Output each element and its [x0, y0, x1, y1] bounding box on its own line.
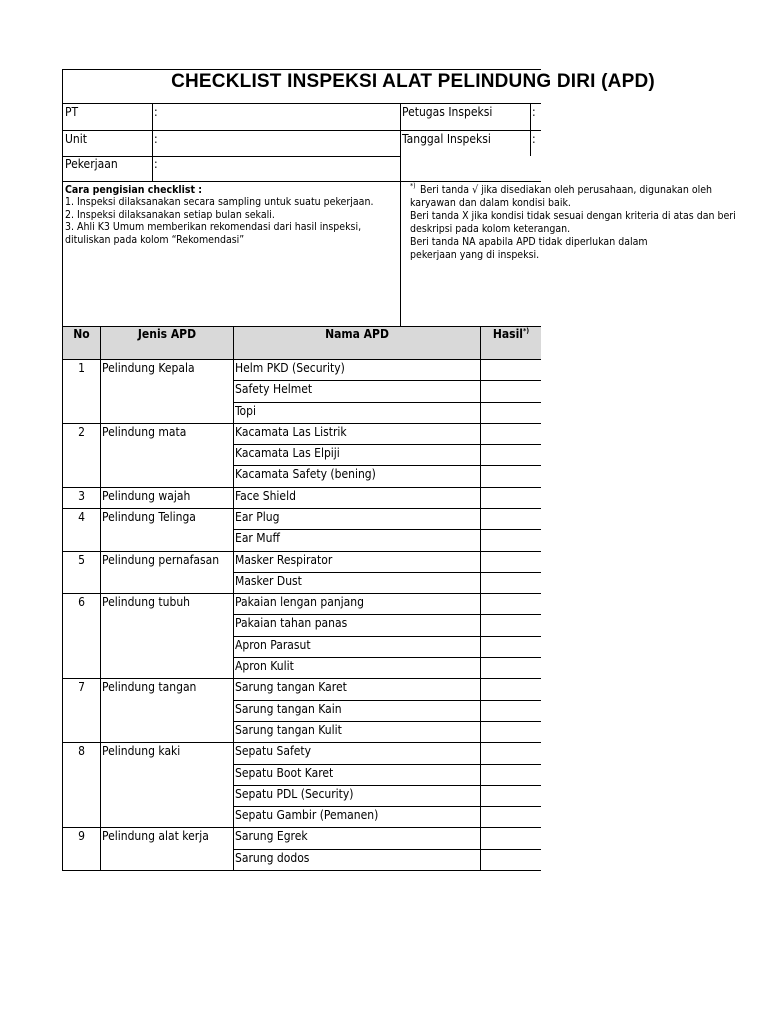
apd-category: Pelindung wajah — [102, 488, 191, 503]
apd-category: Pelindung pernafasan — [102, 552, 220, 567]
hasil-cell[interactable] — [481, 509, 540, 529]
header-nama-apd: Nama APD — [325, 327, 389, 341]
apd-item-name: Ear Plug — [235, 510, 280, 525]
row-number: 3 — [78, 488, 85, 503]
hasil-cell[interactable] — [481, 381, 540, 401]
apd-category: Pelindung tubuh — [102, 595, 191, 610]
hasil-cell[interactable] — [481, 722, 540, 742]
apd-item-name: Pakaian tahan panas — [235, 616, 348, 631]
apd-category: Pelindung Telinga — [102, 510, 196, 525]
hasil-cell[interactable] — [481, 765, 540, 785]
hasil-cell[interactable] — [481, 360, 540, 380]
apd-category: Pelindung Kepala — [102, 361, 195, 375]
hasil-cell[interactable] — [481, 573, 540, 593]
unit-value-field[interactable] — [160, 131, 398, 155]
pt-colon: : — [154, 105, 158, 119]
hasil-cell[interactable] — [481, 594, 540, 614]
apd-item-name: Sarung dodos — [235, 850, 310, 865]
item-row-border — [233, 849, 541, 850]
apd-item-name: Helm PKD (Security) — [235, 361, 345, 375]
header-no: No — [73, 327, 90, 341]
petugas-label: Petugas Inspeksi — [402, 105, 493, 119]
apd-category: Pelindung kaki — [102, 744, 181, 759]
apd-item-name: Pakaian lengan panjang — [235, 595, 364, 610]
unit-colon: : — [154, 132, 158, 146]
hasil-cell[interactable] — [481, 828, 540, 848]
hasil-cell[interactable] — [481, 658, 540, 678]
info-row-border — [62, 181, 541, 182]
row-number: 6 — [78, 595, 85, 610]
header-hasil: Hasil*) — [492, 327, 530, 341]
col-border-jenis — [233, 326, 234, 871]
info-col-border — [400, 103, 401, 326]
apd-item-name: Topi — [235, 403, 257, 418]
legend-line: Beri tanda NA apabila APD tidak diperlukan dalam — [410, 236, 648, 248]
legend-line: pekerjaan yang di inspeksi. — [410, 249, 540, 261]
apd-item-name: Sarung tangan Kain — [235, 701, 342, 716]
legend-line: Beri tanda X jika kondisi tidak sesuai dengan kriteria di atas dan beri — [410, 210, 736, 222]
row-number: 4 — [78, 510, 85, 525]
item-row-border — [233, 614, 541, 615]
item-row-border — [233, 529, 541, 530]
hasil-cell[interactable] — [481, 488, 540, 508]
document-title: CHECKLIST INSPEKSI ALAT PELINDUNG DIRI (APD) — [171, 71, 655, 92]
outer-left-border — [62, 69, 63, 871]
item-row-border — [233, 700, 541, 701]
group-row-border — [62, 742, 541, 743]
apd-item-name: Sepatu Boot Karet — [235, 765, 334, 780]
apd-item-name: Kacamata Las Listrik — [235, 424, 347, 439]
hasil-cell[interactable] — [481, 807, 540, 827]
group-row-border — [62, 593, 541, 594]
apd-item-name: Sepatu Safety — [235, 744, 312, 759]
petugas-colon: : — [532, 105, 536, 119]
group-row-border — [62, 678, 541, 679]
hasil-cell[interactable] — [481, 552, 540, 572]
hasil-cell[interactable] — [481, 445, 540, 465]
apd-item-name: Sarung tangan Karet — [235, 680, 347, 695]
item-row-border — [233, 721, 541, 722]
apd-category: Pelindung tangan — [102, 680, 197, 695]
legend-mark: *) — [410, 182, 416, 190]
item-row-border — [233, 785, 541, 786]
apd-item-name: Sepatu PDL (Security) — [235, 786, 354, 801]
item-row-border — [233, 572, 541, 573]
apd-item-name: Apron Kulit — [235, 659, 294, 674]
row-number: 9 — [78, 829, 85, 844]
row-number: 7 — [78, 680, 85, 695]
pekerjaan-label: Pekerjaan — [65, 157, 118, 171]
header-jenis-apd: Jenis APD — [137, 327, 197, 341]
apd-item-name: Sarung tangan Kulit — [235, 722, 342, 737]
instruction-line: 3. Ahli K3 Umum memberikan rekomendasi dari hasil inspeksi, — [65, 221, 362, 233]
legend-line: Beri tanda √ jika disediakan oleh perusahaan, digunakan oleh — [420, 184, 713, 196]
apd-item-name: Masker Dust — [235, 573, 302, 588]
hasil-cell[interactable] — [481, 850, 540, 870]
item-row-border — [233, 402, 541, 403]
row-number: 1 — [78, 361, 85, 375]
item-row-border — [233, 806, 541, 807]
instructions-heading: Cara pengisian checklist : — [65, 184, 203, 196]
apd-item-name: Safety Helmet — [235, 382, 313, 397]
item-row-border — [233, 444, 541, 445]
hasil-cell[interactable] — [481, 679, 540, 699]
apd-item-name: Masker Respirator — [235, 552, 333, 567]
apd-item-name: Kacamata Las Elpiji — [235, 446, 340, 461]
header-bottom-border — [62, 359, 541, 360]
apd-item-name: Kacamata Safety (bening) — [235, 467, 376, 482]
row-number: 2 — [78, 424, 85, 439]
hasil-cell[interactable] — [481, 637, 540, 657]
item-row-border — [233, 465, 541, 466]
item-row-border — [233, 380, 541, 381]
group-row-border — [62, 508, 541, 509]
hasil-cell[interactable] — [481, 743, 540, 763]
hasil-cell[interactable] — [481, 530, 540, 550]
instruction-line: 1. Inspeksi dilaksanakan secara sampling untuk suatu pekerjaan. — [65, 196, 374, 208]
item-row-border — [233, 636, 541, 637]
group-row-border — [62, 423, 541, 424]
pt-value-field[interactable] — [160, 104, 398, 129]
hasil-cell[interactable] — [481, 403, 540, 423]
pekerjaan-colon: : — [154, 157, 158, 171]
hasil-cell[interactable] — [481, 424, 540, 444]
item-row-border — [233, 657, 541, 658]
apd-category: Pelindung mata — [102, 424, 187, 439]
info-col-border — [152, 103, 153, 181]
instruction-line: 2. Inspeksi dilaksanakan setiap bulan sekali. — [65, 209, 275, 221]
hasil-cell[interactable] — [481, 466, 540, 486]
group-row-border — [62, 827, 541, 828]
table-top-border — [62, 326, 541, 327]
apd-item-name: Sarung Egrek — [235, 829, 308, 844]
row-number: 8 — [78, 744, 85, 759]
apd-category: Pelindung alat kerja — [102, 829, 209, 844]
col-border-no — [100, 326, 101, 871]
tanggal-label: Tanggal Inspeksi — [402, 132, 491, 146]
hasil-cell[interactable] — [481, 786, 540, 806]
hasil-cell[interactable] — [481, 701, 540, 721]
hasil-cell[interactable] — [481, 615, 540, 635]
tanggal-colon: : — [532, 132, 536, 146]
info-col-border — [530, 103, 531, 156]
instruction-line: dituliskan pada kolom “Rekomendasi” — [65, 234, 245, 246]
item-row-border — [233, 764, 541, 765]
col-border-nama — [480, 326, 481, 871]
apd-item-name: Apron Parasut — [235, 637, 311, 652]
apd-item-name: Ear Muff — [235, 531, 280, 546]
unit-label: Unit — [65, 132, 87, 146]
apd-item-name: Face Shield — [235, 488, 296, 503]
apd-item-name: Sepatu Gambir (Pemanen) — [235, 808, 379, 823]
table-bottom-border — [62, 870, 541, 871]
pekerjaan-value-field[interactable] — [160, 157, 398, 180]
legend-line: deskripsi pada kolom keterangan. — [410, 223, 571, 235]
row-number: 5 — [78, 552, 85, 567]
legend-line: karyawan dan dalam kondisi baik. — [410, 197, 571, 209]
pt-label: PT — [65, 105, 79, 119]
